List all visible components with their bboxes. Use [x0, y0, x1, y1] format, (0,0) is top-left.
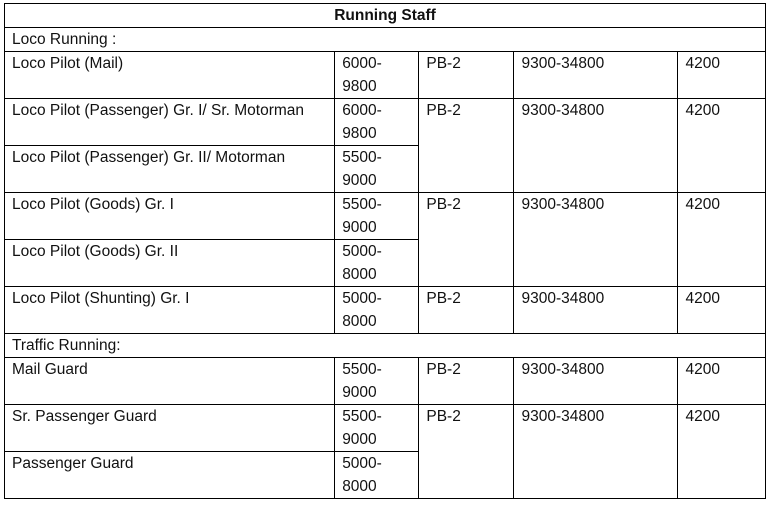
pre-revised-scale: 5000-8000	[335, 287, 419, 334]
pay-band-code: PB-2	[419, 405, 514, 499]
title-row	[5, 4, 766, 28]
table-row	[5, 358, 766, 405]
pre-revised-scale: 5000-8000	[335, 452, 419, 499]
post-name: Loco Pilot (Goods) Gr. I	[5, 193, 335, 240]
pay-band-code: PB-2	[419, 358, 514, 405]
table-row	[5, 99, 766, 146]
pay-band-code: PB-2	[419, 99, 514, 193]
section-row	[5, 28, 766, 52]
pay-band-code: PB-2	[419, 193, 514, 287]
running-staff-table	[4, 3, 766, 499]
post-name: Loco Pilot (Goods) Gr. II	[5, 240, 335, 287]
pre-revised-scale: 5500-9000	[335, 193, 419, 240]
post-name: Mail Guard	[5, 358, 335, 405]
table-row	[5, 52, 766, 99]
pay-band-range: 9300-34800	[514, 99, 678, 193]
section-row	[5, 334, 766, 358]
section-heading: Loco Running :	[5, 28, 766, 52]
pay-band-range: 9300-34800	[514, 52, 678, 99]
post-name: Sr. Passenger Guard	[5, 405, 335, 452]
table-row	[5, 287, 766, 334]
grade-pay: 4200	[678, 52, 766, 99]
pay-band-range: 9300-34800	[514, 287, 678, 334]
pay-band-range: 9300-34800	[514, 193, 678, 287]
grade-pay: 4200	[678, 99, 766, 193]
pay-band-code: PB-2	[419, 52, 514, 99]
table-row	[5, 193, 766, 240]
grade-pay: 4200	[678, 287, 766, 334]
table-row	[5, 405, 766, 452]
pay-band-range: 9300-34800	[514, 358, 678, 405]
post-name: Loco Pilot (Passenger) Gr. II/ Motorman	[5, 146, 335, 193]
pre-revised-scale: 5500-9000	[335, 358, 419, 405]
pre-revised-scale: 6000-9800	[335, 52, 419, 99]
grade-pay: 4200	[678, 193, 766, 287]
pay-band-code: PB-2	[419, 287, 514, 334]
grade-pay: 4200	[678, 358, 766, 405]
pre-revised-scale: 6000-9800	[335, 99, 419, 146]
post-name: Loco Pilot (Passenger) Gr. I/ Sr. Motorman	[5, 99, 335, 146]
post-name: Passenger Guard	[5, 452, 335, 499]
grade-pay: 4200	[678, 405, 766, 499]
pre-revised-scale: 5500-9000	[335, 405, 419, 452]
post-name: Loco Pilot (Shunting) Gr. I	[5, 287, 335, 334]
table-title: Running Staff	[5, 4, 766, 28]
pre-revised-scale: 5500-9000	[335, 146, 419, 193]
section-heading: Traffic Running:	[5, 334, 766, 358]
pre-revised-scale: 5000-8000	[335, 240, 419, 287]
pay-band-range: 9300-34800	[514, 405, 678, 499]
post-name: Loco Pilot (Mail)	[5, 52, 335, 99]
